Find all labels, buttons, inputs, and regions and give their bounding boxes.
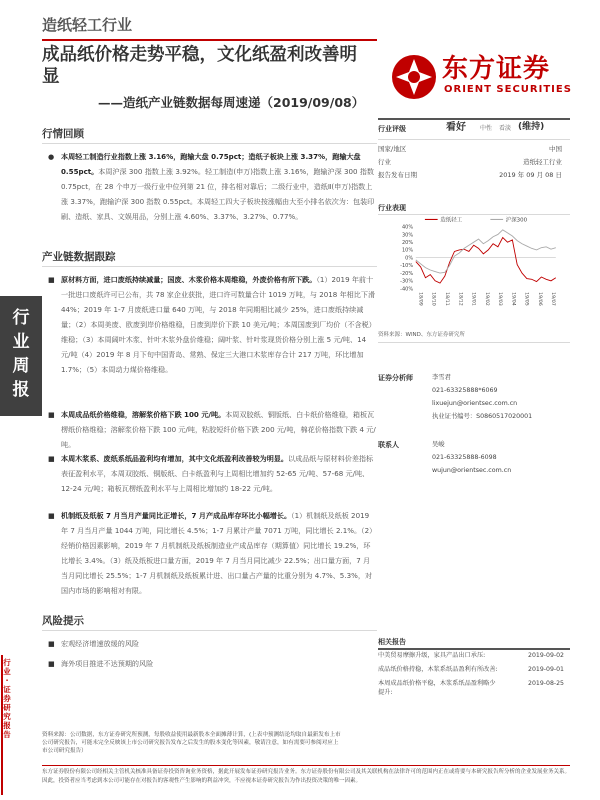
section-divider [42,143,377,144]
y-tick-label: 20% [401,240,414,246]
risk-item [46,656,376,671]
industry-tag: 造纸轻工行业 [42,16,133,34]
analyst-license: 执业证书编号：S0860517020001 [432,413,533,420]
related-report-date: 2019-09-01 [528,666,564,673]
section-divider [42,630,377,631]
rating-bottom-rule [378,139,570,140]
rating-row [378,120,570,136]
chain-bullet-raw-materials [46,272,376,377]
info-value: 中国 [549,145,562,153]
info-key: 国家/地区 [378,145,407,153]
chain-bullet-profit [46,451,376,496]
related-report-title[interactable]: 中美贸易摩擦升级，家具产品出口承压: [378,652,486,659]
bullet-dot-icon: ■ [48,275,55,284]
related-reports-title: 相关报告 [378,638,406,646]
x-tick-label: 18/11 [444,292,449,306]
related-rule [378,648,570,650]
info-key: 行业 [378,158,391,166]
related-report-date: 2019-08-25 [528,680,564,687]
risk-text: 海外项目推进不达预期的风险 [61,659,154,668]
contact-name: 吴峻 [432,441,445,448]
bullet-lead: 原材料方面，进口废纸持续减量；国废、木浆价格本周维稳，外废价格有所下跌。 [61,275,317,284]
chart-bottom-rule [378,342,570,343]
x-tick-label: 19/05 [523,292,529,306]
bullet-lead: 本周成品纸价格维稳，溶解浆价格下跌 100 元/吨。 [61,410,226,419]
data-disclaimer: 资料来源：公司数据，东方证券研究所预测，每股收益使用最新股本全面摊薄计算，(上表中预测结论均取自最新发布上市公司研究报告，可能未完全反映该上市公司研究报告发布之后发生的股本变化等因素，敬请注意，如有需要可参阅对应上市公司研究报告） [42,732,341,754]
rating-option-neutral: 中性 [480,125,493,132]
bullet-dot-icon: ■ [48,511,55,520]
report-title: 成品纸价格走势平稳，文化纸盈利改善明显 [42,45,357,87]
chart-source: 资料来源：WIND、东方证券研究所 [378,332,465,338]
analyst-email: lixuejun@orientsec.com.cn [432,400,518,407]
section-title-industry-chain: 产业链数据跟踪 [42,251,116,263]
section-divider [42,266,377,267]
bullet-text: （1）机制纸及纸板 2019 年 7 月当月产量 1044 万吨，同比增长 4.5%；1-7 月累计产量 7071 万吨，同比增长 2.1%。（2）经销价格因素影响，2019 年 7 月机制纸及纸板制造业产成品库存（期算值）同比增长 19.2%，环比增长 3.4%。（3）纸及纸板进口量方面，2019 年 7 月当月同比减少 22.5%；出口量方面，7 月当月同比增长 25.5%；1-7 月机制纸及纸板累计进、出口量占产量的比重分别为 4.7%、5.3%，对国内市场的影响相对有限。 [61,511,373,595]
y-tick-label: -30% [400,278,414,285]
contact-email: wujun@orientsec.com.cn [432,467,512,474]
y-tick-label: 10% [401,247,414,254]
report-type-label: 行业周报 [12,308,30,400]
y-tick-label: -10% [400,263,414,270]
rating-label: 行业评级 [378,125,406,133]
contact-label: 联系人 [378,441,399,449]
series-line [416,238,556,284]
report-type-band [0,296,42,416]
bullet-dot-icon: ■ [48,639,55,648]
legend-label: 沪深300 [505,217,528,224]
bullet-text: （1）2019 年前十一批进口废纸许可已公布，共 78 家企业获批，进口许可数量合计 1019 万吨，与 2018 年相比下滑 44%；2019 年 1-7 月废纸进口量 640 万吨，与 2018 年同期相比减少 25%，进口废纸持续减量；（2）本周美废、欧废到岸价格维稳，日废到岸价下跌 10 美元/吨；本周国废到厂均价（不含税）维稳；（3）本周阔叶木浆、针叶木浆外盘价维稳；阔叶浆、针叶浆现货价格分别上涨 5 元/吨、14 元/吨（4）2019 年 8 月下旬中国青岛、常熟、保定三大港口木浆库存合计 217 万吨，环比增加 1.7%；（5）本周动力煤价格维稳。 [61,275,376,374]
bullet-lead: 机制纸及纸板 7 月当月产量同比正增长，7 月产成品库存环比小幅增长。 [61,511,292,520]
bullet-text: 以成品纸与原材料价差指标表征盈利水平，本周双胶纸、铜版纸、白卡纸盈利与上周相比增加约 52-65 元/吨、57-68 元/吨、12-24 元/吨；箱板瓦楞纸盈利水平与上周相比增加约 18-22 元/吨。 [61,454,374,493]
rating-maintain: (维持) [518,122,545,132]
related-report-title[interactable]: 成品纸价格持稳，木浆系纸品盈利有所改善: [378,666,498,673]
bullet-lead: 本周木浆系、废纸系纸品盈利均有增加，其中文化纸盈利改善较为明显。 [61,454,288,463]
footer-notice: 东方证券股份有限公司经相关主管机关核准具备证券投资咨询业务资格，据此开展发布证券研究报告业务。东方证券股份有限公司及其关联机构在法律许可的范围内正在或将要与本研究报告所分析的企业发展业务关系。因此，投资者应当考虑到本公司可能存在对报告的客观性产生影响的利益冲突，不应视本证券研究报告为作出投资决策的唯一因素。 [42,769,571,784]
bullet-dot-icon: ■ [48,454,55,463]
info-value: 2019 年 09 月 08 日 [499,171,562,179]
chart-title: 行业表现 [378,204,406,212]
header-divider [42,39,377,41]
industry-performance-chart [378,214,570,314]
y-tick-label: -40% [400,286,414,293]
x-tick-label: 19/03 [497,292,503,306]
x-tick-label: 19/06 [536,292,542,306]
bullet-text: 本周双胶纸、铜版纸、白卡纸价格维稳，箱板瓦楞纸价格维稳；溶解浆价格下跌 100 元/吨，粘胶短纤价格下跌 200 元/吨，棉花价格指数下跌 4 元/吨。 [61,410,376,449]
analyst-label: 证券分析师 [378,374,413,382]
x-tick-label: 18/12 [457,292,463,306]
section-title-risk: 风险提示 [42,615,84,627]
report-subtitle: ——造纸产业链数据每周速递（2019/09/08） [98,95,365,110]
y-tick-label: 30% [401,232,414,239]
y-tick-label: 0% [405,255,414,262]
info-row-date [378,171,570,181]
related-report-title[interactable]: 提升: [378,689,393,696]
market-review-bullet [46,149,376,224]
info-row-industry [378,158,570,168]
contact-phone: 021-63325888-6098 [432,454,497,461]
logo-name-cn: 东方证券 [442,54,551,84]
analyst-name: 李雪君 [432,374,451,381]
info-key: 报告发布日期 [378,171,417,179]
x-tick-label: 19/04 [510,292,516,306]
bullet-dot-icon: ■ [48,659,55,668]
footer-divider [42,765,570,766]
y-tick-label: 40% [401,224,414,231]
chain-bullet-paper-price [46,407,376,452]
bullet-dot-icon: ■ [48,410,55,419]
chain-bullet-output [46,508,376,598]
orient-securities-logo-icon [390,53,438,101]
x-tick-label: 18/10 [430,292,436,306]
y-tick-label: -20% [400,270,414,277]
section-title-market-review: 行情回顾 [42,128,84,140]
report-category-vertical: 行业·证券研究报告 [3,658,11,739]
x-tick-label: 19/07 [550,292,556,306]
risk-item [46,636,376,651]
info-value: 造纸轻工行业 [523,158,562,166]
logo-name-en: ORIENT SECURITIES [444,84,572,95]
risk-text: 宏观经济增速放缓的风险 [61,639,140,648]
analyst-phone: 021-63325888*6069 [432,387,498,394]
rating-option-negative: 看淡 [499,125,512,132]
rating-value: 看好 [446,122,466,133]
bullet-text: 本周沪深 300 指数上涨 3.92%。轻工制造(申万)指数上涨 3.16%，跑输沪深 300 指数 0.75pct，在 28 个申万一级行业中位列第 21 位，排名相对靠后；二级行业中，造纸Ⅱ(申万)指数上涨 3.37%，跑输沪深 300 指数 0.55pct。本周轻工四大子板块按涨幅由大至小排名依次为：包装印刷、造纸、家具、文娱用品，分别上涨 4.60%、3.37%、3.27%、0.77%。 [61,167,375,221]
related-report-date: 2019-09-02 [528,652,564,659]
x-tick-label: 19/01 [470,292,476,306]
related-report-title[interactable]: 本周成品纸价格平稳，木浆系纸品盈利略少 [378,680,496,687]
legend-label: 造纸轻工 [440,217,463,224]
bullet-dot-icon: ● [48,152,55,161]
bullet-lead: 本周轻工制造行业指数上涨 3.16%，跑输大盘 0.75pct；造纸子板块上涨 3.37%，跑输大盘 0.55pct。 [61,152,361,176]
info-row-region [378,145,570,155]
x-tick-label: 19/02 [483,292,489,306]
x-tick-label: 18/09 [417,292,423,306]
